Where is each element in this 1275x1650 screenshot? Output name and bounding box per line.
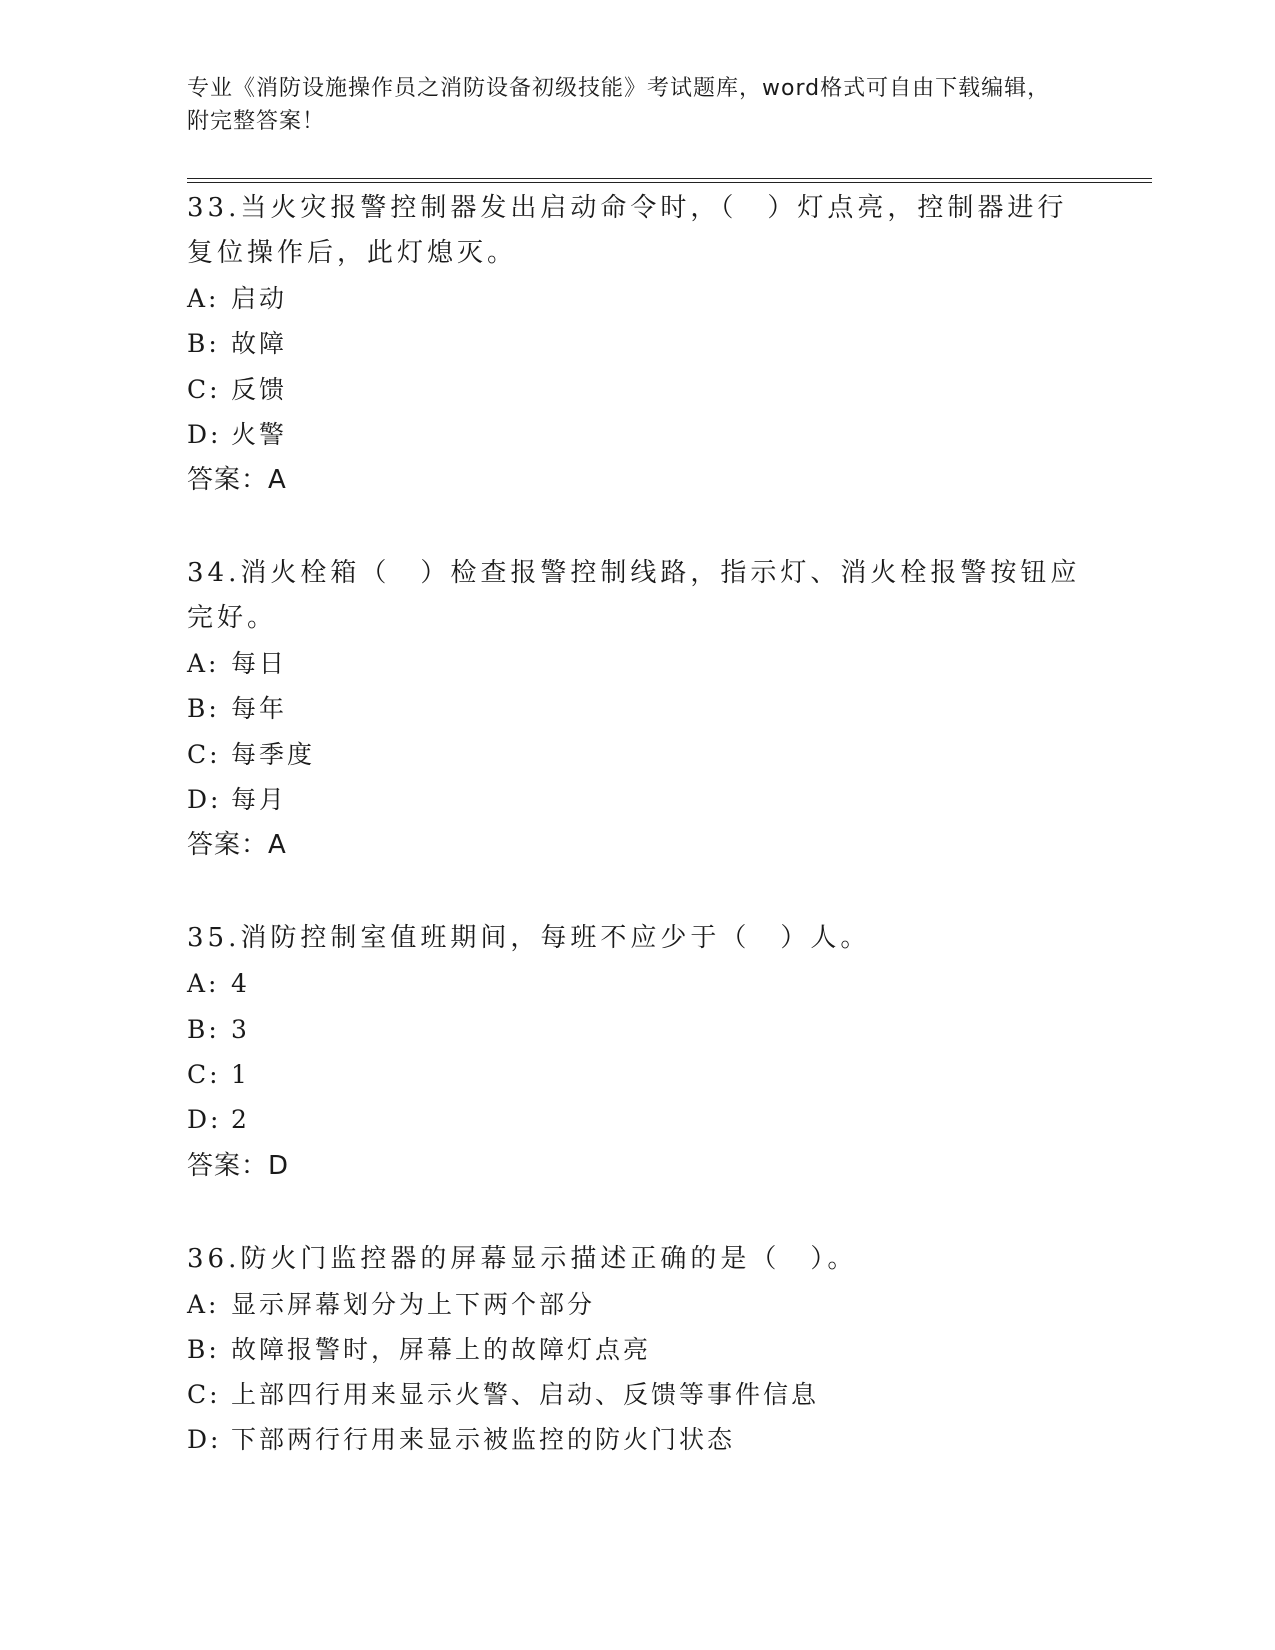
document-header: 专业《消防设施操作员之消防设备初级技能》考试题库，word格式可自由下载编辑，附完整答案！ bbox=[187, 76, 1051, 134]
option-d bbox=[187, 1417, 1087, 1462]
option-text: 火警 bbox=[231, 419, 288, 449]
option-c bbox=[187, 1052, 1087, 1097]
answer-label: 答案： bbox=[187, 830, 269, 861]
option-key: C: bbox=[187, 374, 221, 404]
option-key: A: bbox=[187, 969, 220, 999]
question-34 bbox=[187, 551, 1087, 869]
option-b bbox=[187, 686, 1087, 731]
option-d bbox=[187, 1097, 1087, 1142]
option-key: C: bbox=[187, 739, 221, 769]
option-c bbox=[187, 367, 1087, 412]
option-text: 每日 bbox=[231, 649, 288, 679]
option-key: B: bbox=[187, 1334, 220, 1364]
question-stem: 35.消防控制室值班期间，每班不应少于（ ）人。 bbox=[187, 923, 871, 954]
question-33 bbox=[187, 186, 1087, 504]
option-text: 每年 bbox=[231, 694, 288, 724]
answer-line bbox=[187, 822, 1087, 869]
option-text: 反馈 bbox=[231, 374, 288, 404]
answer-value: A bbox=[268, 830, 287, 861]
option-text: 1 bbox=[231, 1059, 250, 1089]
option-key: B: bbox=[187, 329, 220, 359]
option-b bbox=[187, 321, 1087, 366]
question-list bbox=[187, 186, 1087, 1510]
question-35 bbox=[187, 916, 1087, 1189]
option-text: 显示屏幕划分为上下两个部分 bbox=[231, 1289, 596, 1319]
option-text: 每季度 bbox=[231, 739, 316, 769]
answer-label: 答案： bbox=[187, 465, 269, 496]
option-key: C: bbox=[187, 1059, 221, 1089]
option-text: 上部四行用来显示火警、启动、反馈等事件信息 bbox=[231, 1380, 820, 1410]
option-c bbox=[187, 1372, 1087, 1417]
answer-value: A bbox=[268, 465, 287, 496]
option-text: 故障报警时，屏幕上的故障灯点亮 bbox=[231, 1334, 652, 1364]
option-text: 启动 bbox=[231, 284, 288, 313]
option-key: D: bbox=[187, 1425, 222, 1455]
option-key: D: bbox=[187, 1105, 222, 1135]
question-36 bbox=[187, 1237, 1087, 1463]
question-stem: 34.消火栓箱（ ）检查报警控制线路，指示灯、消火栓报警按钮应完好。 bbox=[187, 558, 1081, 634]
option-text: 4 bbox=[231, 969, 250, 999]
option-key: B: bbox=[187, 1014, 220, 1044]
option-text: 下部两行行用来显示被监控的防火门状态 bbox=[231, 1425, 736, 1455]
option-text: 3 bbox=[231, 1014, 250, 1044]
option-key: C: bbox=[187, 1380, 221, 1410]
option-a bbox=[187, 961, 1087, 1006]
option-key: A: bbox=[187, 284, 220, 313]
option-d bbox=[187, 412, 1087, 457]
option-key: B: bbox=[187, 694, 220, 724]
option-key: D: bbox=[187, 419, 222, 449]
option-a bbox=[187, 276, 1087, 321]
answer-label: 答案： bbox=[187, 1150, 269, 1181]
option-a bbox=[187, 641, 1087, 686]
option-key: A: bbox=[187, 1289, 220, 1319]
option-text: 故障 bbox=[231, 329, 288, 359]
question-stem: 36.防火门监控器的屏幕显示描述正确的是（ ）。 bbox=[187, 1243, 858, 1274]
option-b bbox=[187, 1327, 1087, 1372]
option-a bbox=[187, 1282, 1087, 1327]
option-b bbox=[187, 1007, 1087, 1052]
option-key: D: bbox=[187, 785, 222, 815]
answer-line bbox=[187, 457, 1087, 504]
header-divider-bottom bbox=[187, 182, 1152, 183]
header-divider-top bbox=[187, 178, 1152, 179]
option-d bbox=[187, 777, 1087, 822]
option-c bbox=[187, 732, 1087, 777]
option-text: 每月 bbox=[231, 785, 288, 815]
answer-line bbox=[187, 1143, 1087, 1190]
option-text: 2 bbox=[231, 1105, 250, 1135]
option-key: A: bbox=[187, 649, 220, 679]
question-stem: 33.当火灾报警控制器发出启动命令时，（ ）灯点亮，控制器进行复位操作后，此灯熄灭。 bbox=[187, 193, 1068, 268]
answer-value: D bbox=[268, 1150, 290, 1181]
